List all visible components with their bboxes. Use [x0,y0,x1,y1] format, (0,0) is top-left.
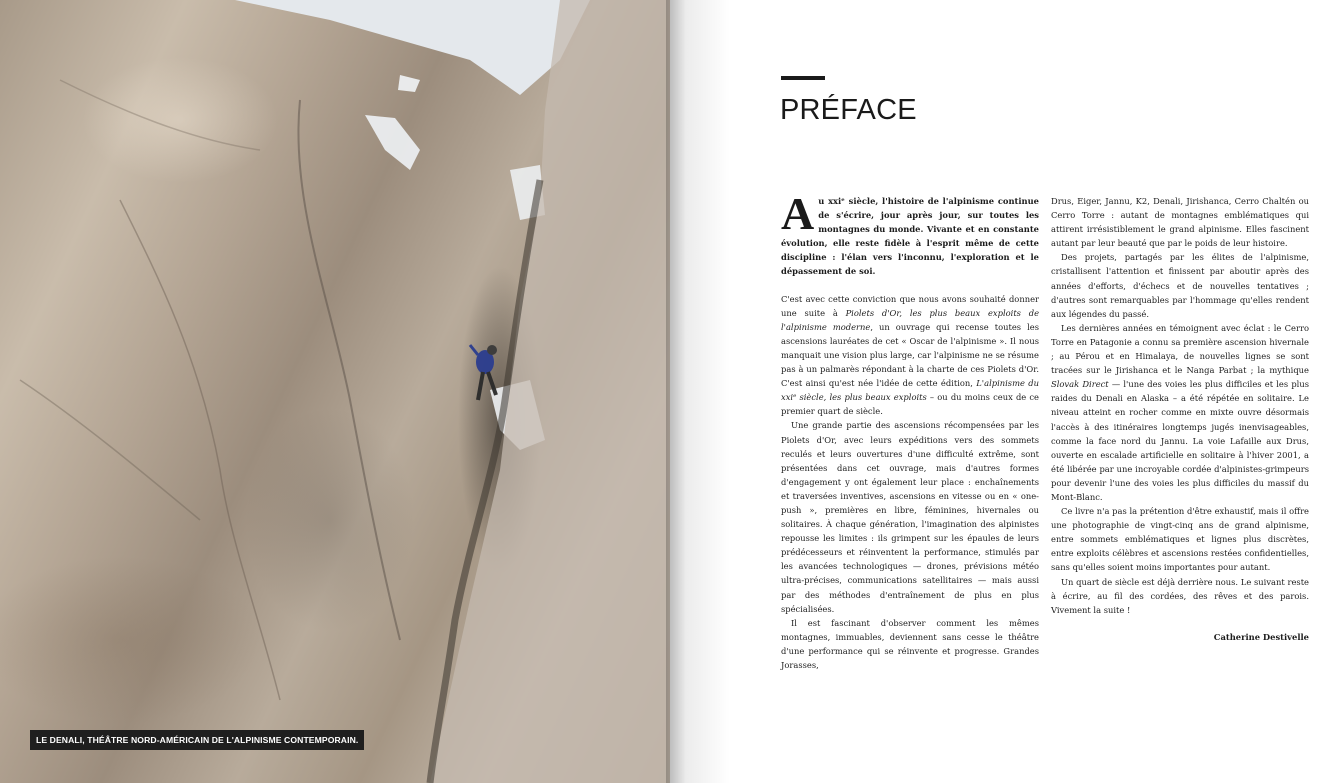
paragraph-3: Il est fascinant d'observer comment les mêmes montagnes, immuables, deviennent sans cesse le théâtre d'une performance qui se réinvente et progresse. Grandes Jorasses, [781,617,1039,670]
rock-crack [60,80,260,150]
photo-caption: LE DENALI, THÉÂTRE NORD-AMÉRICAIN DE L'ALPINISME CONTEMPORAIN. [30,730,364,750]
paragraph-5 [1051,321,1309,504]
title-rule [781,76,825,80]
rock-crack [120,200,280,700]
paragraph-1-text: – ou du moins ceux de ce premier quart de siècle. [781,392,1039,417]
lead-paragraph [781,188,1039,279]
paragraph-5-text: — l'une des voies les plus difficiles et les plus raides du Denali en Alaska – a été répétée en solitaire. Le niveau atteint en rocher comme en mixte ouvre désormais l'accès à des itinéraires longtemps jugés inenvisageables, comme la face nord du Jannu. La voie Lafaille aux Drus, ouverte en escalade artificielle en solitaire à l'hiver 2001, a été libérée par une incroyable cordée d'alpinistes-grimpeurs pour devenir l'une des voies les plus difficiles du massif du Mont-Blanc. [1051,379,1309,502]
book-title: Piolets d'Or, les plus beaux exploits de l'alpinisme moderne [781,307,1040,332]
climber [470,345,497,400]
paragraph-7: Un quart de siècle est déjà derrière nous. Le suivant reste à écrire, au fil des cordées, des rêves et des parois. Vivement la suite ! [1051,576,1309,615]
paragraph-1-text: C'est avec cette conviction que nous avons souhaité donner une suite à [781,293,1039,318]
lead-text: u xxiᵉ siècle, l'histoire de l'alpinisme continue de s'écrire, jour après jour, sur toutes les montagnes du monde. Vivante et en constante évolution, elle reste fidèle à l'esprit même de cette discipline : l'élan vers l'inconnu, l'exploration et le dépassement de soi. [781,196,1039,277]
drop-cap: A [781,188,815,239]
page-gutter-shadow-right [670,0,730,783]
paragraph-5-text: Les dernières années en témoignent avec éclat : le Cerro Torre en Patagonie a connu sa première ascension hivernale ; au Pérou et en Himalaya, de nouvelles lignes se sont tracées sur le Jirishanca et le Nanga Parbat ; la mythique [1051,322,1309,376]
text-column-left [781,188,1040,672]
snow-patch [398,75,420,92]
paragraph-1-text: , un ouvrage qui recense toutes les ascensions lauréates de cet « Oscar de l'alpinisme ». Il nous manquait une vision plus large, car l'alpinisme ne se résume pas à un palmarès répondant à la charte de ces Piolets d'Or. C'est ainsi qu'est née l'idée de cette édition, [781,321,1039,389]
paragraph-2: Une grande partie des ascensions récompensées par les Piolets d'Or, avec leurs expéditions vers des sommets reculés et leurs ouvertures d'une difficulté extrême, sont présentées dans cet ouvrage, mais d'autres formes d'engagement y ont également leur place : enchaînements et traversées inventives, ascensions en vitesse ou en « one-push », premières en libre, féminines, hivernales ou solitaires. À chaque génération, l'imagination des alpinistes repousse les limites : ils grimpent sur les épaules de leurs prédécesseurs et réinventent la performance, stimulés par les avancées technologiques — drones, prévisions météo ultra-précises, communications satellitaires — mais aussi par des méthodes d'entraînement de plus en plus spécialisées. [781,420,1039,614]
signature: Catherine Destivelle [1213,631,1309,642]
right-buttress [430,0,670,783]
route-title: Slovak Direct [1051,379,1109,390]
paragraph-3-continued: Drus, Eiger, Jannu, K2, Denali, Jirishanca, Cerro Chaltén ou Cerro Torre : autant de montagnes emblématiques qui attirent irrésistiblement le grand alpinisme. Elles fascinent autant par leur beauté que par le poids de leur histoire. [1051,196,1309,249]
snow-patch [365,115,420,170]
photo-denali-wall [0,0,670,783]
rock-crack [20,380,200,520]
rock-crack [298,100,400,640]
page-title: PRÉFACE [780,94,917,126]
paragraph-4: Des projets, partagés par les élites de l'alpinisme, cristallisent l'attention et finissent par aboutir après des années d'efforts, d'échecs et de nouvelles tentatives ; d'autres sont remarquables par l'hommage qu'elles rendent aux légendes du passé. [1051,252,1309,319]
rock-wall-illustration [0,0,670,783]
text-column-right [1051,194,1309,644]
paragraph-1 [781,292,1039,419]
paragraph-6: Ce livre n'a pas la prétention d'être exhaustif, mais il offre une photographie de vingt-cinq ans de grand alpinisme, entre sommets emblématiques et lignes plus discrètes, entre exploits célèbres et ascensions restées confidentielles, sans qu'elles soient moins importantes pour autant. [1051,506,1309,573]
book-title: L'alpinisme du xxiᵉ siècle, les plus beaux exploits [781,378,1039,403]
